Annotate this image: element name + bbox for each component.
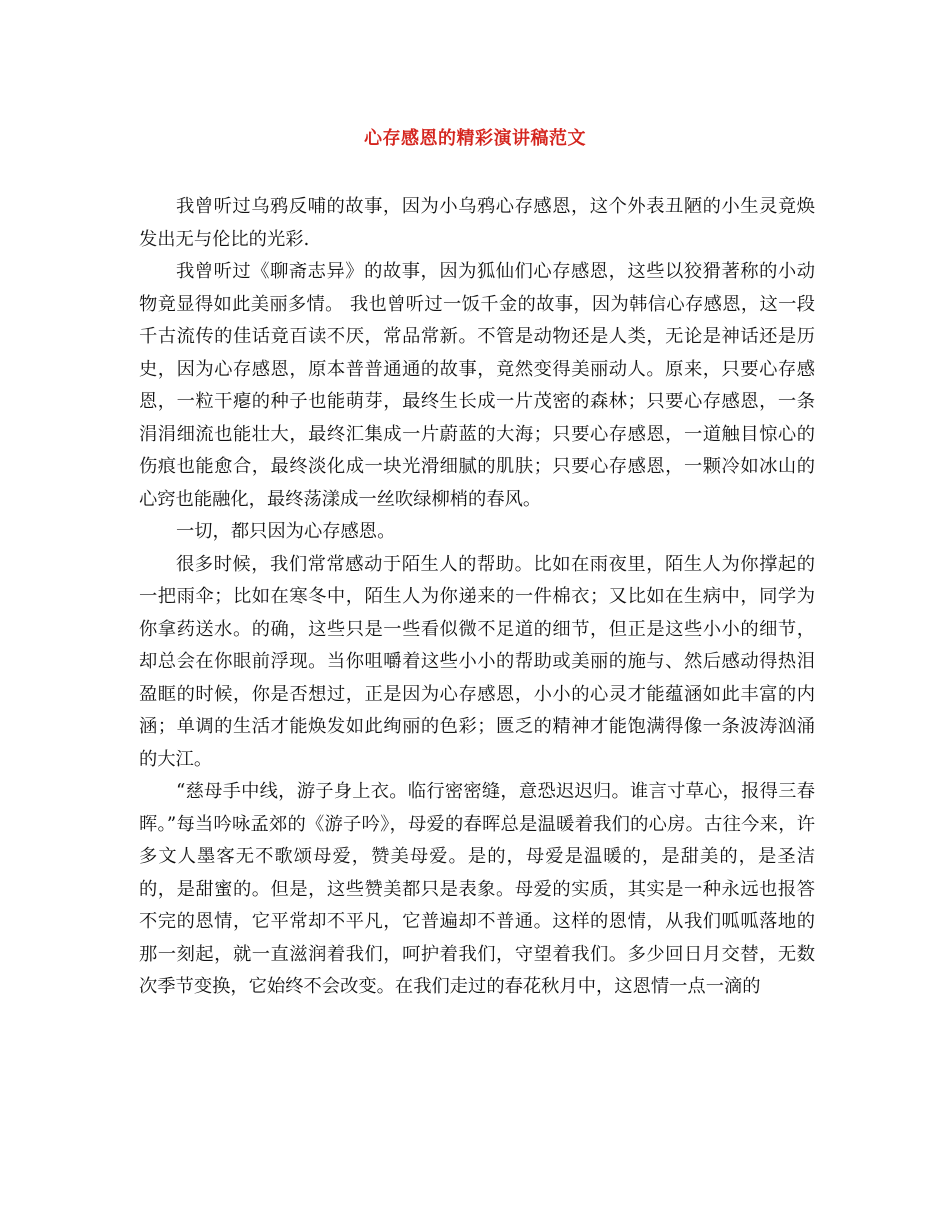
paragraph: 我曾听过乌鸦反哺的故事，因为小乌鸦心存感恩，这个外表丑陋的小生灵竟焕发出无与伦比的光彩. bbox=[139, 196, 815, 250]
paragraph: “慈母手中线，游子身上衣。临行密密缝，意恐迟迟归。谁言寸草心，报得三春晖。”每当吟咏孟郊的《游子吟》，母爱的春晖总是温暖着我们的心房。古往今来，许多文人墨客无不歌颂母爱，赞美母爱。是的，母爱是温暖的，是甜美的，是圣洁的，是甜蜜的。但是，这些赞美都只是表象。母爱的实质，其实是一种永远也报答不完的恩情，它平常却不平凡，它普遍却不普通。这样的恩情，从我们呱呱落地的那一刻起，就一直滋润着我们，呵护着我们，守望着我们。多少回日月交替，无数次季节变换，它始终不会改变。在我们走过的春花秋月中，这恩情一点一滴的 bbox=[139, 781, 815, 997]
document-title: 心存感恩的精彩演讲稿范文 bbox=[364, 128, 586, 149]
paragraph: 一切，都只因为心存感恩。 bbox=[176, 521, 396, 542]
document-body bbox=[139, 191, 815, 1004]
paragraph: 我曾听过《聊斋志异》的故事，因为狐仙们心存感恩，这些以狡猾著称的小动物竟显得如此美丽多情。 我也曾听过一饭千金的故事，因为韩信心存感恩，这一段千古流传的佳话竟百读不厌，常品常新。不管是动物还是人类，无论是神话还是历史，因为心存感恩，原本普普通通的故事，竟然变得美丽动人。原来，只要心存感恩，一粒干瘪的种子也能萌芽，最终生长成一片茂密的森林；只要心存感恩，一条涓涓细流也能壮大，最终汇集成一片蔚蓝的大海；只要心存感恩，一道触目惊心的伤痕也能愈合，最终淡化成一块光滑细腻的肌肤；只要心存感恩，一颗冷如冰山的心窍也能融化，最终荡漾成一丝吹绿柳梢的春风。 bbox=[139, 261, 815, 510]
paragraph: 很多时候，我们常常感动于陌生人的帮助。比如在雨夜里，陌生人为你撑起的一把雨伞；比如在寒冬中，陌生人为你递来的一件棉衣；又比如在生病中，同学为你拿药送水。的确，这些只是一些看似微不足道的细节，但正是这些小小的细节，却总会在你眼前浮现。当你咀嚼着这些小小的帮助或美丽的施与、然后感动得热泪盈眶的时候，你是否想过，正是因为心存感恩，小小的心灵才能蕴涵如此丰富的内涵；单调的生活才能焕发如此绚丽的色彩；匮乏的精神才能饱满得像一条波涛汹涌的大江。 bbox=[139, 553, 815, 770]
